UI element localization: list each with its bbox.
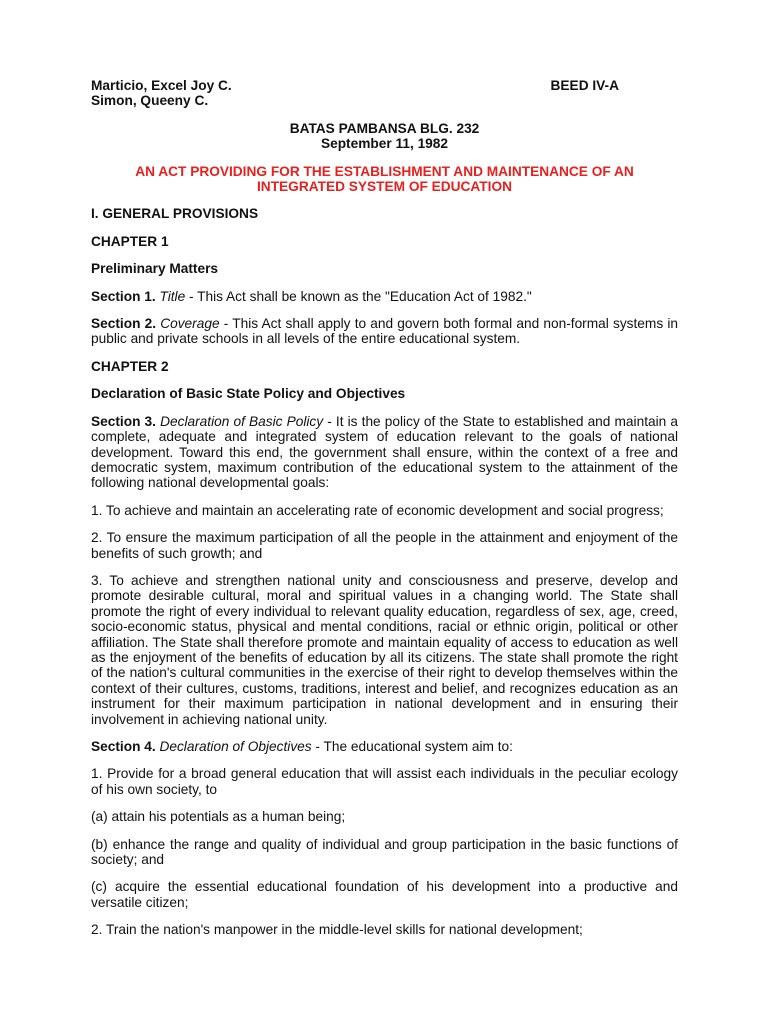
section-3-text: - It is the policy of the State to established and maintain a complete, adequate and integrated system of education relevant to the goals of national development. Toward this end, the government shall ensure, within the context of a free and democratic system, maximum contribution of the educational system to the attainment of the following national developmental goals: [91, 413, 678, 491]
section-1 [91, 289, 678, 304]
section-4-title: Declaration of Objectives [159, 739, 312, 754]
author-line-1: Marticio, Excel Joy C. [91, 78, 232, 93]
goal-1: 1. To achieve and maintain an accelerating rate of economic development and social progress; [91, 502, 664, 518]
chapter-1-label: CHAPTER 1 [91, 233, 169, 249]
author-line-2: Simon, Queeny C. [91, 93, 209, 109]
author-header [91, 78, 678, 109]
objective-1c: (c) acquire the essential educational foundation of his development into a productive and versatile citizen; [91, 879, 678, 910]
author-names [91, 78, 232, 109]
law-date: September 11, 1982 [320, 136, 449, 152]
objective-1a: (a) attain his potentials as a human being; [91, 809, 346, 825]
section-1-text: - This Act shall be known as the "Education Act of 1982." [185, 288, 532, 304]
class-code: BEED IV-A [550, 78, 619, 93]
section-2-label: Section 2. [91, 316, 157, 332]
section-3-title: Declaration of Basic Policy [160, 413, 324, 429]
chapter-2-label: CHAPTER 2 [91, 358, 169, 374]
objective-1: 1. Provide for a broad general education that will assist each individuals in the peculiar ecology of his own society, to [91, 766, 678, 797]
section-2 [91, 316, 678, 347]
chapter-2-heading: Declaration of Basic State Policy and Objectives [91, 386, 406, 402]
section-4-label: Section 4. [91, 739, 156, 754]
section-2-title: Coverage [160, 316, 220, 332]
part-heading: I. GENERAL PROVISIONS [91, 206, 259, 222]
act-title: AN ACT PROVIDING FOR THE ESTABLISHMENT AND MAINTENANCE OF AN INTEGRATED SYSTEM OF EDUCATION [135, 163, 634, 195]
goal-2: 2. To ensure the maximum participation of all the people in the attainment and enjoyment of the benefits of such growth; and [91, 530, 678, 561]
chapter-1-heading: Preliminary Matters [91, 261, 219, 277]
objective-2: 2. Train the nation's manpower in the middle-level skills for national development; [91, 922, 583, 938]
section-4 [91, 739, 678, 754]
section-3-label: Section 3. [91, 413, 156, 429]
section-1-label: Section 1. [91, 288, 156, 304]
section-1-title: Title [159, 288, 186, 304]
section-2-text: - This Act shall apply to and govern both formal and non-formal systems in public and private schools in all levels of the entire educational system. [91, 316, 678, 347]
goal-3: 3. To achieve and strengthen national unity and consciousness and preserve, develop and promote desirable cultural, moral and spiritual values in a changing world. The State shall promote the right of every individual to relevant quality education, regardless of sex, age, creed, socio-economic status, physical and mental conditions, racial or ethnic origin, political or other affiliation. The State shall therefore promote and maintain equality of access to education as well as the enjoyment of the benefits of education by all its citizens. The state shall promote the right of the nation's cultural communities in the exercise of their right to develop themselves within the context of their cultures, customs, traditions, interest and belief, and recognizes education as an instrument for their maximum participation in national development and in ensuring their involvement in achieving national unity. [91, 572, 678, 727]
objective-1b: (b) enhance the range and quality of individual and group participation in the basic functions of society; and [91, 836, 678, 868]
section-3 [91, 414, 678, 491]
section-4-text: - The educational system aim to: [311, 739, 513, 754]
law-number: BATAS PAMBANSA BLG. 232 [289, 120, 480, 136]
document-body [91, 78, 678, 938]
